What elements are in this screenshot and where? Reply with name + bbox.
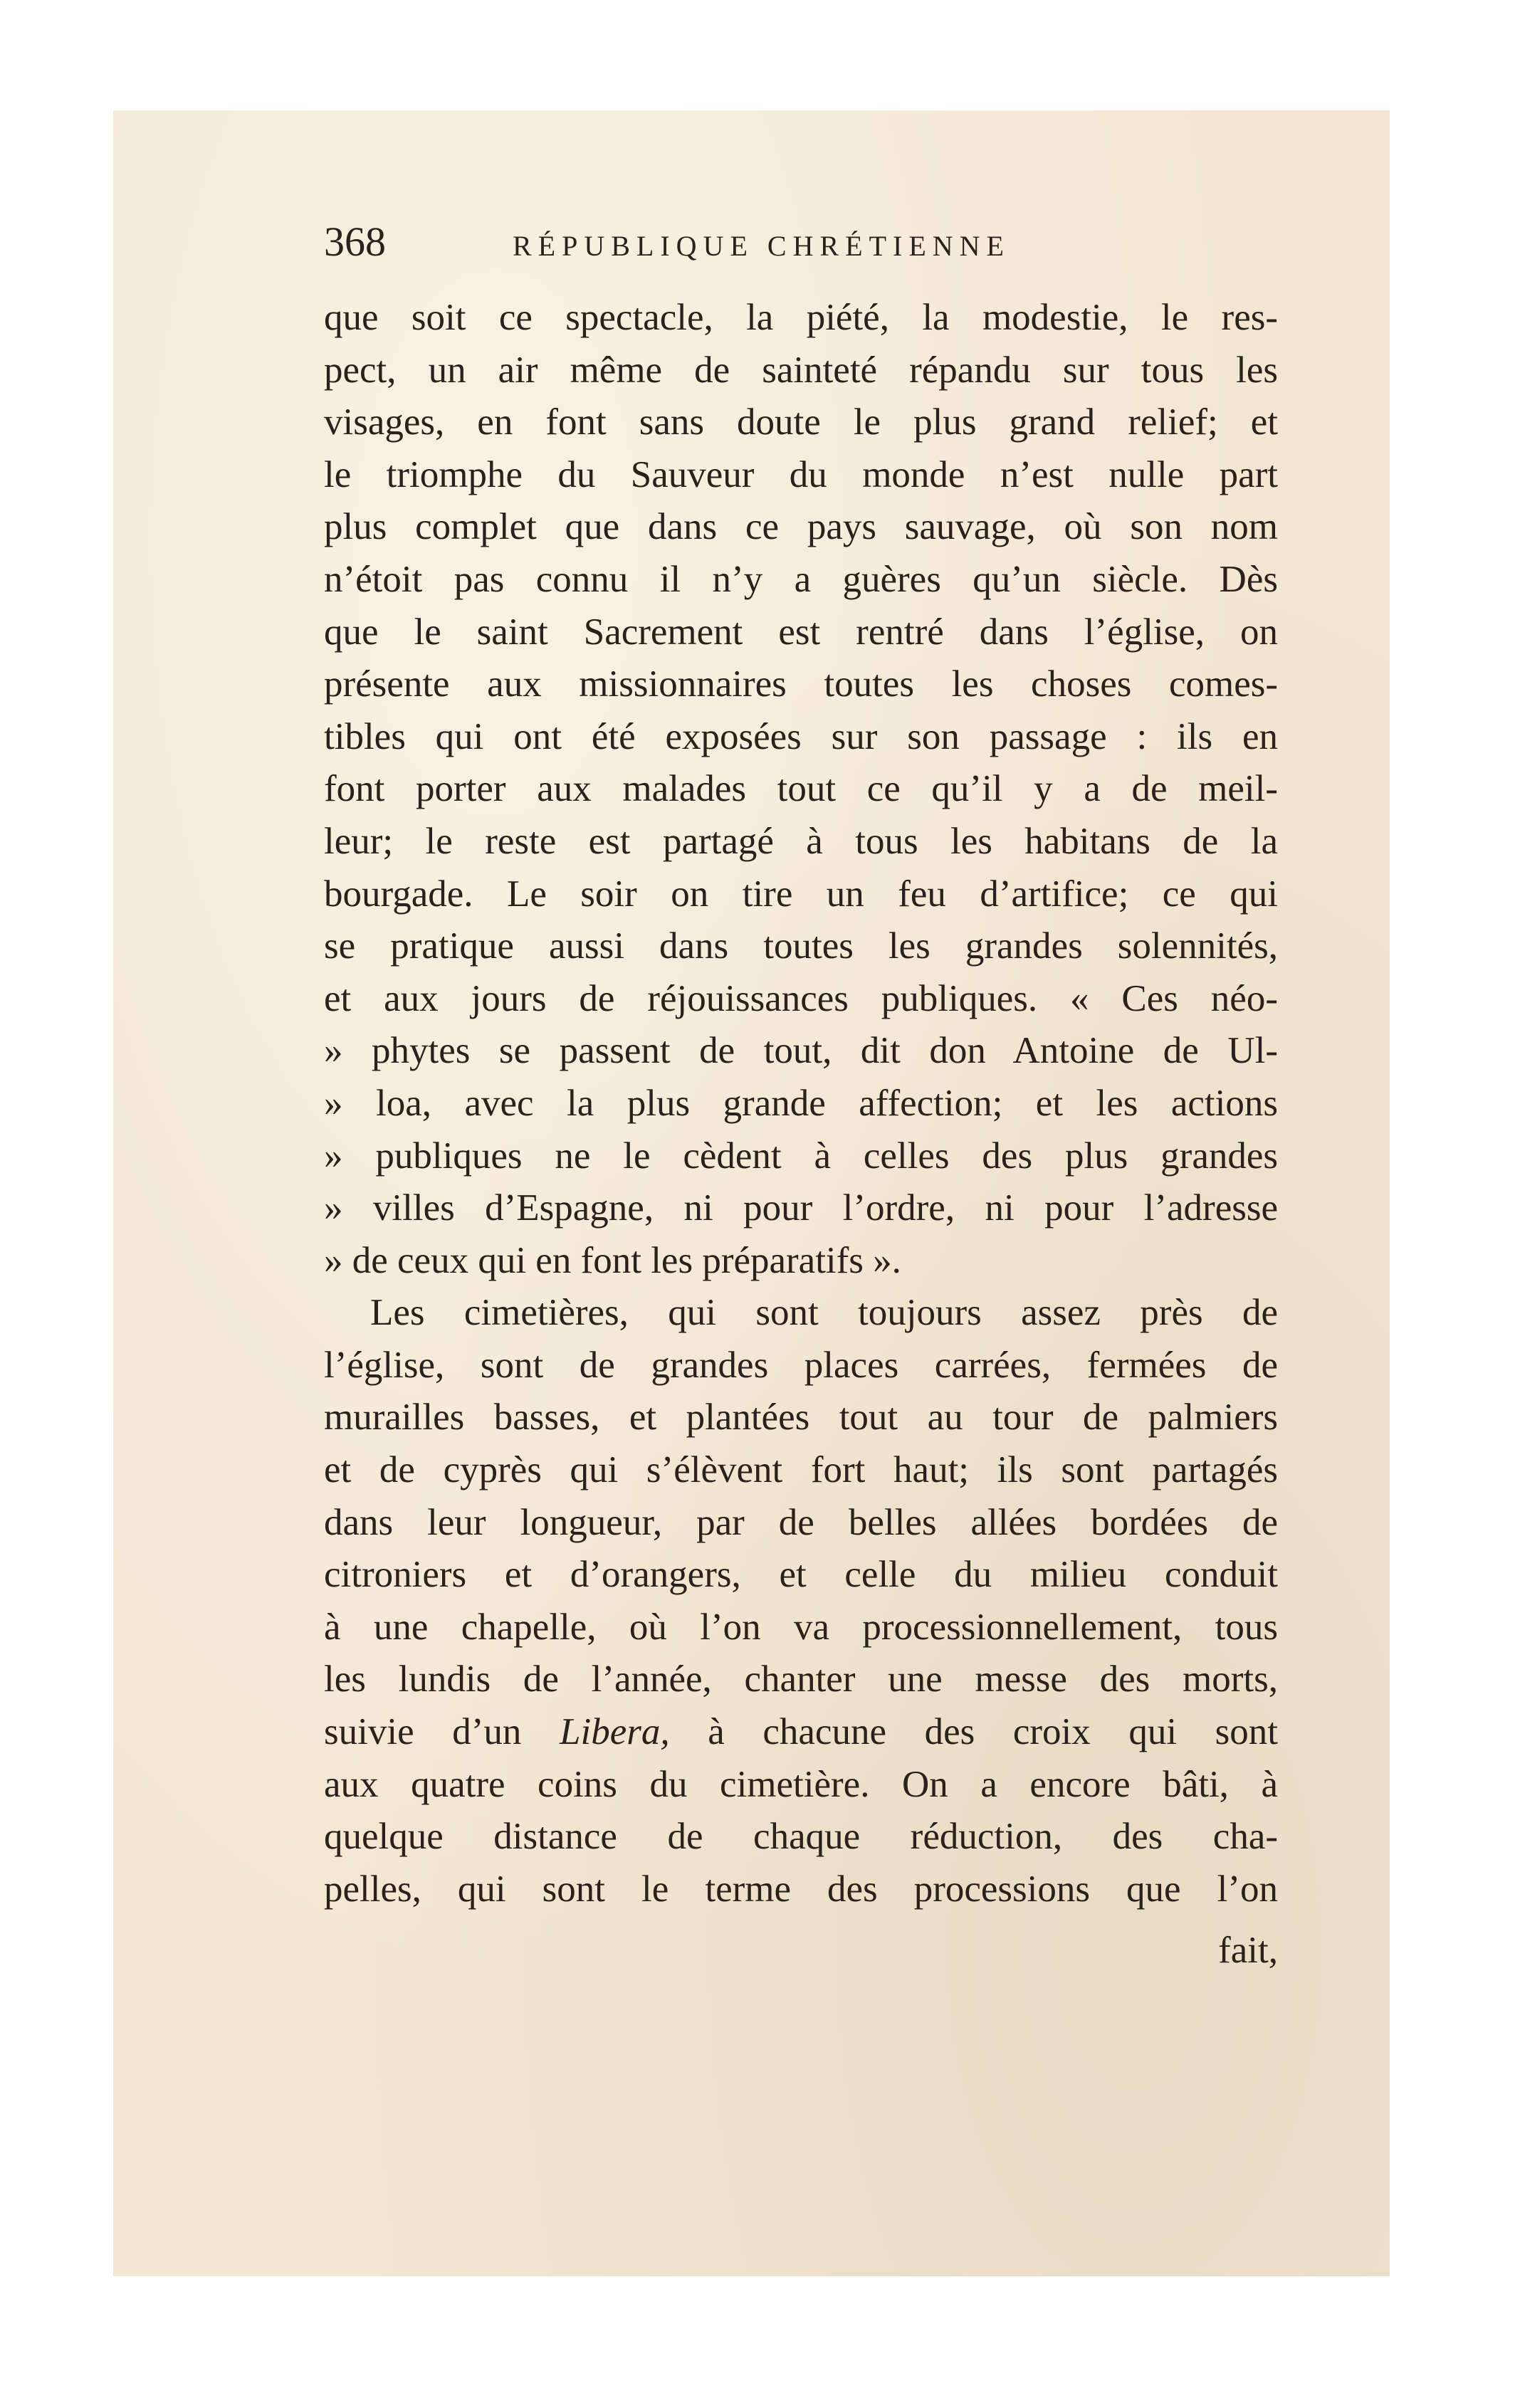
italic-term: Libera, <box>560 1711 670 1753</box>
page-header <box>324 214 1278 270</box>
text-line: pect, un air même de sainteté répandu sur tous les <box>324 349 1278 391</box>
catchword: fait, <box>1218 1930 1278 1971</box>
text-fragment: suivie d’un <box>324 1711 522 1753</box>
text-line: aux quatre coins du cimetière. On a encore bâti, à <box>324 1763 1278 1805</box>
text-line: le triomphe du Sauveur du monde n’est nulle part <box>324 453 1278 495</box>
text-line: se pratique aussi dans toutes les grandes solennités, <box>324 925 1278 967</box>
text-line: citroniers et d’orangers, et celle du milieu conduit <box>324 1554 1278 1596</box>
text-line: présente aux missionnaires toutes les choses comes- <box>324 663 1278 705</box>
text-line: les lundis de l’année, chanter une messe des morts, <box>324 1658 1278 1700</box>
text-line: bourgade. Le soir on tire un feu d’artifice; ce qui <box>324 873 1278 915</box>
text-line: » loa, avec la plus grande affection; et les actions <box>324 1082 1278 1124</box>
paragraph-end-line: » de ceux qui en font les préparatifs ». <box>324 1239 901 1281</box>
text-line: pelles, qui sont le terme des processions que l’on <box>324 1868 1278 1910</box>
text-line: tibles qui ont été exposées sur son passage : ils en <box>324 715 1278 757</box>
text-fragment: à chacune des croix qui sont <box>708 1711 1279 1753</box>
text-line: à une chapelle, où l’on va processionnellement, tous <box>324 1606 1278 1648</box>
text-line: et de cyprès qui s’élèvent fort haut; ils sont partagés <box>324 1449 1278 1491</box>
text-line: leur; le reste est partagé à tous les habitans de la <box>324 820 1278 862</box>
text-line: que soit ce spectacle, la piété, la modestie, le res- <box>324 297 1278 338</box>
text-line: l’église, sont de grandes places carrées, fermées de <box>324 1344 1278 1386</box>
text-line: » villes d’Espagne, ni pour l’ordre, ni pour l’adresse <box>324 1187 1278 1229</box>
running-head: RÉPUBLIQUE CHRÉTIENNE <box>513 230 1010 262</box>
text-line: n’étoit pas connu il n’y a guères qu’un siècle. Dès <box>324 558 1278 600</box>
paragraph-start-line: Les cimetières, qui sont toujours assez près de <box>370 1292 1278 1334</box>
text-line: visages, en font sans doute le plus grand relief; et <box>324 401 1278 443</box>
text-line: » phytes se passent de tout, dit don Antoine de Ul- <box>324 1030 1278 1072</box>
body-text <box>324 292 1278 1915</box>
text-line-with-italic <box>324 1706 1278 1759</box>
text-line: font porter aux malades tout ce qu’il y a de meil- <box>324 768 1278 810</box>
text-line: que le saint Sacrement est rentré dans l’église, on <box>324 611 1278 653</box>
text-line: plus complet que dans ce pays sauvage, où son nom <box>324 506 1278 548</box>
page-number: 368 <box>324 219 386 265</box>
text-line: » publiques ne le cèdent à celles des plus grandes <box>324 1135 1278 1177</box>
text-line: murailles basses, et plantées tout au tour de palmiers <box>324 1397 1278 1439</box>
text-line: quelque distance de chaque réduction, des cha- <box>324 1816 1278 1858</box>
text-line: dans leur longueur, par de belles allées bordées de <box>324 1501 1278 1543</box>
text-line: et aux jours de réjouissances publiques. « Ces néo- <box>324 977 1278 1019</box>
